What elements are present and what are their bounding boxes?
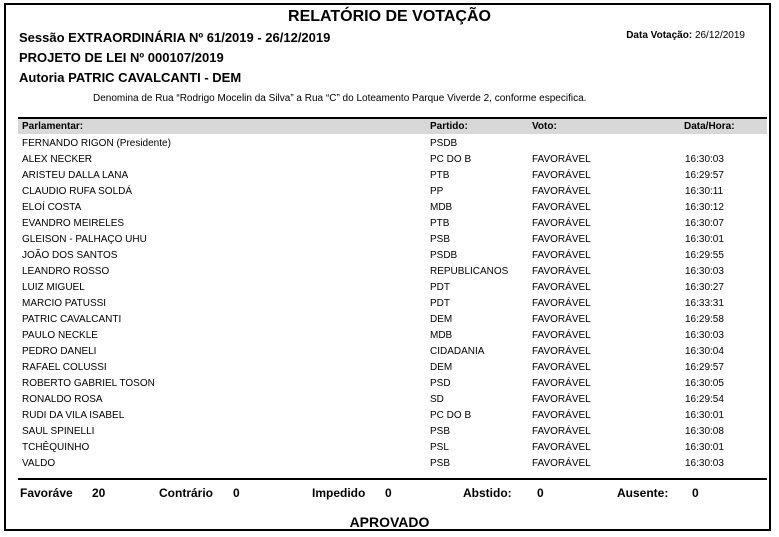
table-row bbox=[0, 329, 779, 345]
cell-data-hora: 16:30:04 bbox=[685, 346, 724, 357]
cell-voto: FAVORÁVEL bbox=[532, 266, 591, 277]
cell-parlamentar: LEANDRO ROSSO bbox=[22, 266, 110, 277]
table-row bbox=[0, 281, 779, 297]
table-row bbox=[0, 377, 779, 393]
cell-data-hora: 16:30:03 bbox=[685, 330, 724, 341]
cell-data-hora: 16:30:03 bbox=[685, 458, 724, 469]
cell-partido: PSD bbox=[430, 378, 451, 389]
cell-parlamentar: PAULO NECKLE bbox=[22, 330, 98, 341]
cell-data-hora: 16:30:01 bbox=[685, 442, 724, 453]
table-header-background bbox=[18, 119, 767, 134]
session-line: Sessão EXTRAORDINÁRIA Nº 61/2019 - 26/12/2019 bbox=[19, 30, 331, 45]
cell-partido: DEM bbox=[430, 362, 453, 373]
cell-voto: FAVORÁVEL bbox=[532, 330, 591, 341]
cell-voto: FAVORÁVEL bbox=[532, 218, 591, 229]
cell-parlamentar: ELOÍ COSTA bbox=[22, 202, 82, 213]
summary-ausente-value: 0 bbox=[692, 486, 699, 500]
summary-abstido-label: Abstido: bbox=[463, 486, 512, 500]
cell-voto: FAVORÁVEL bbox=[532, 362, 591, 373]
cell-partido: PP bbox=[430, 186, 444, 197]
summary-favoravel-value: 20 bbox=[92, 486, 106, 500]
cell-parlamentar: RAFAEL COLUSSI bbox=[22, 362, 107, 373]
cell-partido: MDB bbox=[430, 330, 453, 341]
cell-voto: FAVORÁVEL bbox=[532, 234, 591, 245]
cell-voto: FAVORÁVEL bbox=[532, 346, 591, 357]
cell-parlamentar: ALEX NECKER bbox=[22, 154, 93, 165]
summary-favoravel-label: Favoráve bbox=[20, 486, 73, 500]
cell-data-hora: 16:30:03 bbox=[685, 266, 724, 277]
summary-contrario-value: 0 bbox=[233, 486, 240, 500]
table-row bbox=[0, 153, 779, 169]
cell-data-hora: 16:29:57 bbox=[685, 170, 724, 181]
bill-summary: Denomina de Rua “Rodrigo Mocelin da Silva” a Rua “C” do Loteamento Parque Viverde 2, conforme especifica. bbox=[93, 93, 587, 104]
table-row bbox=[0, 233, 779, 249]
bill-number: PROJETO DE LEI Nº 000107/2019 bbox=[19, 50, 224, 65]
cell-partido: PTB bbox=[430, 218, 450, 229]
vote-date-value: 26/12/2019 bbox=[694, 30, 745, 41]
cell-voto: FAVORÁVEL bbox=[532, 426, 591, 437]
table-bottom-divider bbox=[18, 478, 767, 480]
cell-voto: FAVORÁVEL bbox=[532, 186, 591, 197]
table-row bbox=[0, 169, 779, 185]
cell-data-hora: 16:30:01 bbox=[685, 234, 724, 245]
table-row bbox=[0, 361, 779, 377]
header-partido: Partido: bbox=[430, 121, 468, 132]
summary-abstido-value: 0 bbox=[537, 486, 544, 500]
cell-data-hora: 16:30:27 bbox=[685, 282, 724, 293]
table-row bbox=[0, 217, 779, 233]
cell-parlamentar: RUDI DA VILA ISABEL bbox=[22, 410, 125, 421]
cell-parlamentar: VALDO bbox=[22, 458, 56, 469]
cell-voto: FAVORÁVEL bbox=[532, 458, 591, 469]
header-data-hora: Data/Hora: bbox=[684, 121, 735, 132]
cell-parlamentar: SAUL SPINELLI bbox=[22, 426, 95, 437]
cell-voto: FAVORÁVEL bbox=[532, 442, 591, 453]
cell-partido: CIDADANIA bbox=[430, 346, 485, 357]
cell-partido: PDT bbox=[430, 298, 450, 309]
cell-parlamentar: ROBERTO GABRIEL TOSON bbox=[22, 378, 155, 389]
summary-impedido-label: Impedido bbox=[312, 486, 366, 500]
cell-partido: REPUBLICANOS bbox=[430, 266, 509, 277]
cell-voto: FAVORÁVEL bbox=[532, 314, 591, 325]
cell-data-hora: 16:30:01 bbox=[685, 410, 724, 421]
cell-partido: DEM bbox=[430, 314, 453, 325]
cell-data-hora: 16:30:03 bbox=[685, 154, 724, 165]
table-row bbox=[0, 393, 779, 409]
cell-parlamentar: ARISTEU DALLA LANA bbox=[22, 170, 129, 181]
cell-partido: PSB bbox=[430, 458, 451, 469]
cell-data-hora: 16:30:11 bbox=[685, 186, 724, 197]
cell-data-hora: 16:29:54 bbox=[685, 394, 724, 405]
table-row bbox=[0, 249, 779, 265]
report-title: RELATÓRIO DE VOTAÇÃO bbox=[288, 8, 491, 25]
cell-data-hora: 16:29:58 bbox=[685, 314, 724, 325]
table-row bbox=[0, 201, 779, 217]
header-parlamentar: Parlamentar: bbox=[22, 121, 84, 132]
cell-parlamentar: GLEISON - PALHAÇO UHU bbox=[22, 234, 147, 245]
cell-parlamentar: PEDRO DANELI bbox=[22, 346, 97, 357]
cell-data-hora: 16:29:57 bbox=[685, 362, 724, 373]
cell-parlamentar: MARCIO PATUSSI bbox=[22, 298, 107, 309]
cell-partido: PSB bbox=[430, 426, 451, 437]
cell-voto: FAVORÁVEL bbox=[532, 250, 591, 261]
cell-data-hora: 16:30:05 bbox=[685, 378, 724, 389]
cell-parlamentar: FERNANDO RIGON (Presidente) bbox=[22, 138, 171, 149]
cell-partido: PC DO B bbox=[430, 410, 472, 421]
cell-partido: PDT bbox=[430, 282, 450, 293]
cell-partido: MDB bbox=[430, 202, 453, 213]
vote-date-label: Data Votação: bbox=[626, 30, 693, 41]
table-row bbox=[0, 313, 779, 329]
header-voto: Voto: bbox=[532, 121, 557, 132]
cell-parlamentar: PATRIC CAVALCANTI bbox=[22, 314, 122, 325]
summary-impedido-value: 0 bbox=[385, 486, 392, 500]
summary-contrario-label: Contrário bbox=[159, 486, 213, 500]
cell-voto: FAVORÁVEL bbox=[532, 170, 591, 181]
cell-data-hora: 16:33:31 bbox=[685, 298, 724, 309]
cell-data-hora: 16:29:55 bbox=[685, 250, 724, 261]
cell-data-hora: 16:30:12 bbox=[685, 202, 724, 213]
cell-partido: PSL bbox=[430, 442, 449, 453]
cell-partido: SD bbox=[430, 394, 444, 405]
cell-partido: PTB bbox=[430, 170, 450, 181]
cell-parlamentar: EVANDRO MEIRELES bbox=[22, 218, 125, 229]
cell-voto: FAVORÁVEL bbox=[532, 394, 591, 405]
summary-ausente-label: Ausente: bbox=[617, 486, 669, 500]
cell-partido: PSDB bbox=[430, 138, 458, 149]
table-row bbox=[0, 297, 779, 313]
table-row bbox=[0, 441, 779, 457]
cell-data-hora: 16:30:08 bbox=[685, 426, 724, 437]
table-row bbox=[0, 409, 779, 425]
cell-partido: PC DO B bbox=[430, 154, 472, 165]
cell-parlamentar: JOÃO DOS SANTOS bbox=[22, 250, 118, 261]
table-row bbox=[0, 457, 779, 473]
cell-voto: FAVORÁVEL bbox=[532, 410, 591, 421]
cell-voto: FAVORÁVEL bbox=[532, 202, 591, 213]
cell-voto: FAVORÁVEL bbox=[532, 378, 591, 389]
cell-partido: PSDB bbox=[430, 250, 458, 261]
vote-result: APROVADO bbox=[349, 514, 430, 530]
table-row bbox=[0, 345, 779, 361]
cell-voto: FAVORÁVEL bbox=[532, 298, 591, 309]
cell-voto: FAVORÁVEL bbox=[532, 282, 591, 293]
cell-partido: PSB bbox=[430, 234, 451, 245]
table-row bbox=[0, 185, 779, 201]
vote-date bbox=[626, 30, 745, 41]
cell-parlamentar: TCHÊQUINHO bbox=[22, 442, 90, 453]
table-row bbox=[0, 425, 779, 441]
cell-data-hora: 16:30:07 bbox=[685, 218, 724, 229]
table-row bbox=[0, 265, 779, 281]
bill-author: Autoria PATRIC CAVALCANTI - DEM bbox=[19, 70, 242, 85]
cell-parlamentar: LUIZ MIGUEL bbox=[22, 282, 85, 293]
cell-parlamentar: CLAUDIO RUFA SOLDÁ bbox=[22, 186, 133, 197]
cell-parlamentar: RONALDO ROSA bbox=[22, 394, 103, 405]
table-row bbox=[0, 137, 779, 153]
cell-voto: FAVORÁVEL bbox=[532, 154, 591, 165]
